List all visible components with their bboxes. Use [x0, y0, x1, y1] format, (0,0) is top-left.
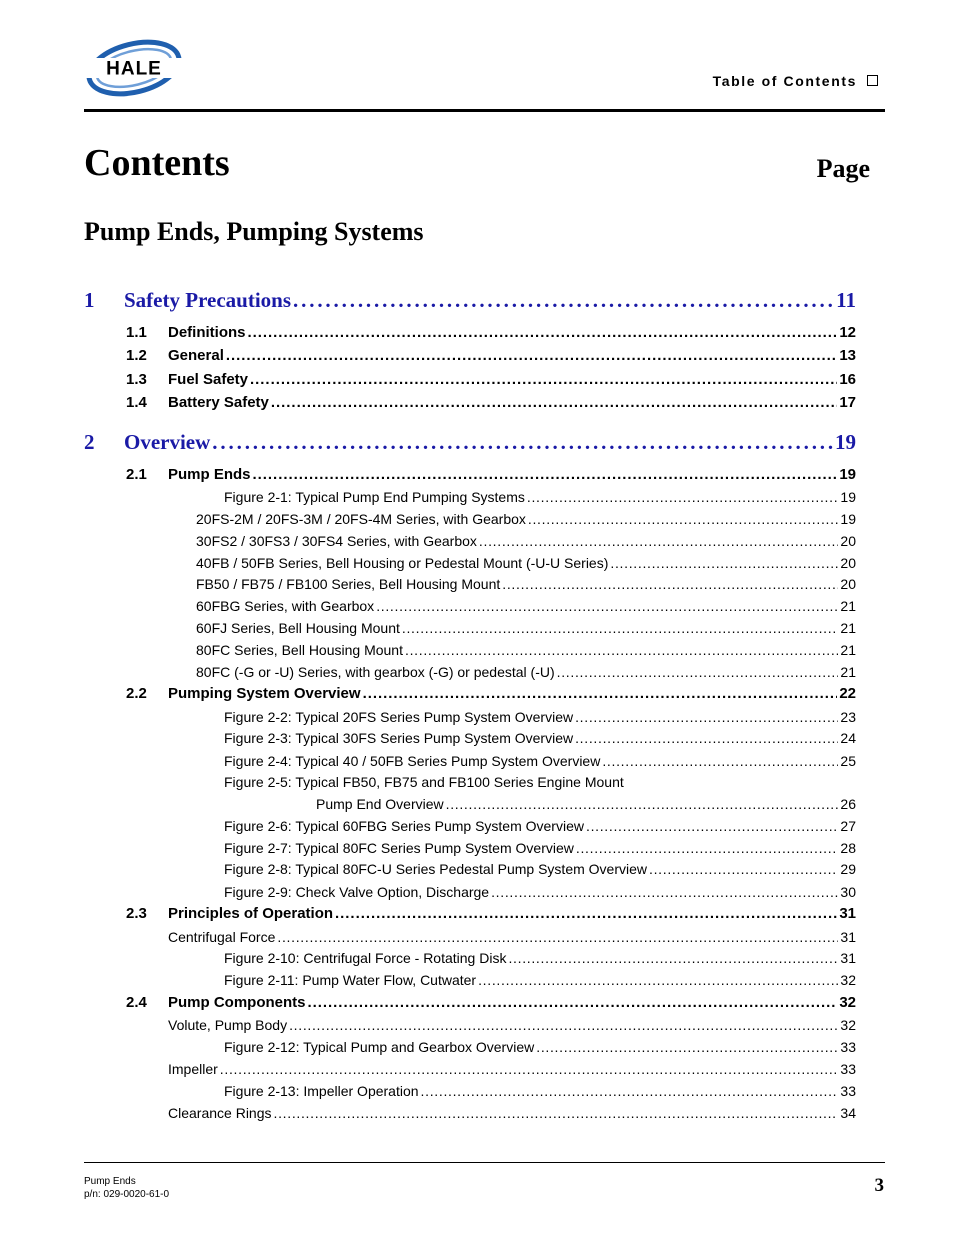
toc-entry-title: Figure 2-9: Check Valve Option, Discharge — [224, 884, 490, 900]
toc-entry-page: 26 — [840, 796, 856, 812]
toc-entry-page: 19 — [839, 466, 856, 483]
toc-dot-leader — [491, 884, 838, 900]
toc-subsection-entry[interactable] — [196, 533, 856, 549]
toc-entry-page: 32 — [840, 1017, 856, 1033]
toc-dot-leader — [308, 994, 838, 1011]
toc-figure-entry[interactable] — [224, 753, 856, 769]
toc-subsection-entry[interactable] — [168, 1105, 856, 1121]
toc-dot-leader — [220, 1061, 839, 1077]
toc-dot-leader — [289, 1017, 838, 1033]
toc-entry-page: 30 — [840, 884, 856, 900]
toc-entry-page: 25 — [840, 753, 856, 769]
toc-dot-leader — [478, 972, 838, 988]
checkbox-bullet-icon — [867, 75, 878, 86]
toc-chapter-entry[interactable] — [84, 430, 856, 455]
page-column-label: Page — [816, 154, 870, 183]
toc-entry-title: Figure 2-5: Typical FB50, FB75 and FB100 Series Engine Mount — [224, 774, 624, 790]
toc-entry-page: 33 — [840, 1083, 856, 1099]
toc-dot-leader — [557, 664, 839, 680]
toc-figure-entry-continued[interactable] — [316, 796, 856, 812]
toc-entry-page: 29 — [840, 861, 856, 877]
toc-dot-leader — [405, 642, 838, 658]
toc-dot-leader — [226, 347, 837, 364]
toc-entry-title: FB50 / FB75 / FB100 Series, Bell Housing Mount — [196, 576, 501, 592]
toc-section-entry[interactable] — [126, 466, 856, 483]
toc-entry-title: Figure 2-7: Typical 80FC Series Pump System Overview — [224, 840, 574, 856]
toc-entry-title: General — [168, 347, 224, 364]
toc-entry-page: 28 — [840, 840, 856, 856]
toc-subsection-entry[interactable] — [168, 1017, 856, 1033]
toc-entry-title: 80FC Series, Bell Housing Mount — [196, 642, 403, 658]
toc-entry-title: Figure 2-8: Typical 80FC-U Series Pedestal Pump System Overview — [224, 861, 648, 877]
hale-logo — [84, 36, 184, 100]
toc-dot-leader — [575, 730, 838, 746]
toc-entry-title: 60FJ Series, Bell Housing Mount — [196, 620, 400, 636]
toc-entry-title: Figure 2-2: Typical 20FS Series Pump System Overview — [224, 709, 574, 725]
toc-entry-page: 13 — [839, 347, 856, 364]
toc-subsection-entry[interactable] — [196, 642, 856, 658]
toc-entry-page: 22 — [839, 685, 856, 702]
toc-entry-page: 21 — [840, 642, 856, 658]
toc-dot-leader — [402, 620, 839, 636]
toc-dot-leader — [502, 576, 838, 592]
toc-dot-leader — [248, 324, 838, 341]
footer-document-info — [84, 1175, 169, 1201]
toc-dot-leader — [527, 489, 839, 505]
toc-entry-title: Volute, Pump Body — [168, 1017, 288, 1033]
toc-subsection-entry[interactable] — [196, 620, 856, 636]
toc-entry-page: 24 — [840, 730, 856, 746]
toc-chapter-entry[interactable] — [84, 288, 856, 313]
toc-entry-title: Figure 2-12: Typical Pump and Gearbox Overview — [224, 1039, 535, 1055]
toc-dot-leader — [649, 861, 838, 877]
toc-entry-page: 32 — [840, 972, 856, 988]
toc-entry-page: 17 — [839, 394, 856, 411]
toc-entry-title: Figure 2-11: Pump Water Flow, Cutwater — [224, 972, 477, 988]
toc-entry-page: 31 — [840, 950, 856, 966]
toc-entry-page: 21 — [840, 620, 856, 636]
toc-section-entry[interactable] — [126, 994, 856, 1011]
toc-entry-page: 19 — [840, 489, 856, 505]
toc-subsection-entry[interactable] — [196, 511, 856, 527]
toc-dot-leader — [528, 511, 839, 527]
toc-entry-number: 2.4 — [126, 994, 147, 1011]
toc-entry-number: 1.1 — [126, 324, 147, 341]
toc-entry-title: 30FS2 / 30FS3 / 30FS4 Series, with Gearbox — [196, 533, 477, 549]
toc-subsection-entry[interactable] — [196, 598, 856, 614]
toc-entry-page: 19 — [840, 511, 856, 527]
toc-entry-title: 40FB / 50FB Series, Bell Housing or Pedestal Mount (-U-U Series) — [196, 555, 609, 571]
toc-entry-title: Fuel Safety — [168, 371, 249, 388]
toc-entry-title: 60FBG Series, with Gearbox — [196, 598, 375, 614]
toc-dot-leader — [586, 818, 838, 834]
toc-subsection-entry[interactable] — [196, 576, 856, 592]
toc-entry-title: Figure 2-1: Typical Pump End Pumping Systems — [224, 489, 525, 505]
toc-entry-title: 20FS-2M / 20FS-3M / 20FS-4M Series, with Gearbox — [196, 511, 526, 527]
toc-section-entry[interactable] — [126, 371, 856, 388]
toc-dot-leader — [576, 840, 839, 856]
toc-dot-leader — [271, 394, 837, 411]
toc-figure-entry[interactable] — [224, 950, 856, 966]
toc-figure-entry[interactable] — [224, 972, 856, 988]
toc-entry-title: Principles of Operation — [168, 905, 334, 922]
toc-subsection-entry[interactable] — [196, 555, 856, 571]
part-title: Pump Ends, Pumping Systems — [84, 217, 424, 246]
toc-subsection-entry[interactable] — [168, 929, 856, 945]
toc-entry-page: 33 — [840, 1061, 856, 1077]
toc-figure-entry[interactable] — [224, 840, 856, 856]
toc-section-entry[interactable] — [126, 394, 856, 411]
toc-entry-page: 20 — [840, 533, 856, 549]
toc-figure-entry[interactable] — [224, 489, 856, 505]
toc-dot-leader — [335, 905, 837, 922]
toc-dot-leader — [479, 533, 839, 549]
toc-entry-number: 2 — [84, 430, 95, 454]
footer-rule — [84, 1162, 885, 1163]
page-title: Contents — [84, 142, 230, 184]
toc-figure-entry[interactable] — [224, 709, 856, 725]
toc-entry-title: Centrifugal Force — [168, 929, 276, 945]
toc-figure-entry[interactable] — [224, 1039, 856, 1055]
toc-entry-title: Impeller — [168, 1061, 218, 1077]
toc-dot-leader — [253, 466, 838, 483]
toc-dot-leader — [446, 796, 839, 812]
toc-dot-leader — [508, 950, 838, 966]
toc-entry-title: Pump End Overview — [316, 796, 444, 812]
toc-entry-title: Battery Safety — [168, 394, 269, 411]
toc-entry-page: 21 — [840, 598, 856, 614]
toc-entry-page: 27 — [840, 818, 856, 834]
toc-entry-page: 12 — [839, 324, 856, 341]
toc-subsection-entry[interactable] — [196, 664, 856, 680]
page-number: 3 — [874, 1175, 884, 1196]
toc-entry-title: Figure 2-13: Impeller Operation — [224, 1083, 419, 1099]
toc-entry-page: 32 — [839, 994, 856, 1011]
toc-entry-page: 31 — [840, 929, 856, 945]
svg-text:HALE: HALE — [106, 58, 162, 80]
toc-dot-leader — [274, 1105, 839, 1121]
toc-entry-number: 1.3 — [126, 371, 147, 388]
toc-dot-leader — [212, 430, 833, 455]
toc-section-entry[interactable] — [126, 685, 856, 702]
toc-entry-page: 19 — [835, 430, 856, 454]
toc-entry-title: 80FC (-G or -U) Series, with gearbox (-G) or pedestal (-U) — [196, 664, 555, 680]
toc-entry-title: Definitions — [168, 324, 246, 341]
toc-entry-title: Pump Components — [168, 994, 306, 1011]
toc-figure-entry[interactable] — [224, 861, 856, 877]
toc-section-entry[interactable] — [126, 905, 856, 922]
toc-dot-leader — [277, 929, 838, 945]
toc-figure-entry[interactable] — [224, 818, 856, 834]
toc-entry-number: 1.4 — [126, 394, 147, 411]
toc-entry-title: Pump Ends — [168, 466, 251, 483]
toc-entry-number: 1 — [84, 288, 95, 312]
toc-entry-title: Figure 2-6: Typical 60FBG Series Pump System Overview — [224, 818, 584, 834]
toc-entry-page: 33 — [840, 1039, 856, 1055]
toc-dot-leader — [602, 753, 838, 769]
toc-entry-title: Figure 2-10: Centrifugal Force - Rotating Disk — [224, 950, 507, 966]
toc-dot-leader — [575, 709, 838, 725]
toc-dot-leader — [376, 598, 838, 614]
toc-entry-page: 31 — [839, 905, 856, 922]
toc-section-entry[interactable] — [126, 324, 856, 341]
footer-doc-title: Pump Ends — [84, 1176, 136, 1187]
toc-figure-entry[interactable] — [224, 1083, 856, 1099]
toc-entry-page: 34 — [840, 1105, 856, 1121]
toc-dot-leader — [610, 555, 838, 571]
toc-dot-leader — [363, 685, 838, 702]
toc-entry-number: 2.3 — [126, 905, 147, 922]
toc-entry-page: 21 — [840, 664, 856, 680]
toc-entry-page: 20 — [840, 576, 856, 592]
toc-section-entry[interactable] — [126, 347, 856, 364]
section-name: Table of Contents — [712, 73, 857, 89]
toc-entry-title: Safety Precautions — [124, 288, 292, 312]
toc-entry-title: Overview — [124, 430, 211, 454]
toc-entry-page: 11 — [836, 288, 856, 312]
toc-entry-number: 1.2 — [126, 347, 147, 364]
toc-dot-leader — [536, 1039, 838, 1055]
toc-entry-title: Figure 2-4: Typical 40 / 50FB Series Pump System Overview — [224, 753, 601, 769]
toc-figure-entry[interactable] — [224, 774, 624, 790]
toc-dot-leader — [293, 288, 834, 313]
toc-entry-title: Pumping System Overview — [168, 685, 361, 702]
toc-entry-number: 2.1 — [126, 466, 147, 483]
toc-entry-title: Clearance Rings — [168, 1105, 272, 1121]
toc-entry-page: 16 — [839, 371, 856, 388]
header-rule — [84, 109, 885, 112]
toc-dot-leader — [250, 371, 837, 388]
toc-subsection-entry[interactable] — [168, 1061, 856, 1077]
toc-figure-entry[interactable] — [224, 730, 856, 746]
footer-part-number: p/n: 029-0020-61-0 — [84, 1189, 170, 1200]
toc-entry-title: Figure 2-3: Typical 30FS Series Pump System Overview — [224, 730, 574, 746]
toc-entry-page: 23 — [840, 709, 856, 725]
toc-entry-number: 2.2 — [126, 685, 147, 702]
toc-entry-page: 20 — [840, 555, 856, 571]
running-header — [713, 73, 878, 89]
toc-dot-leader — [421, 1083, 839, 1099]
toc-figure-entry[interactable] — [224, 884, 856, 900]
